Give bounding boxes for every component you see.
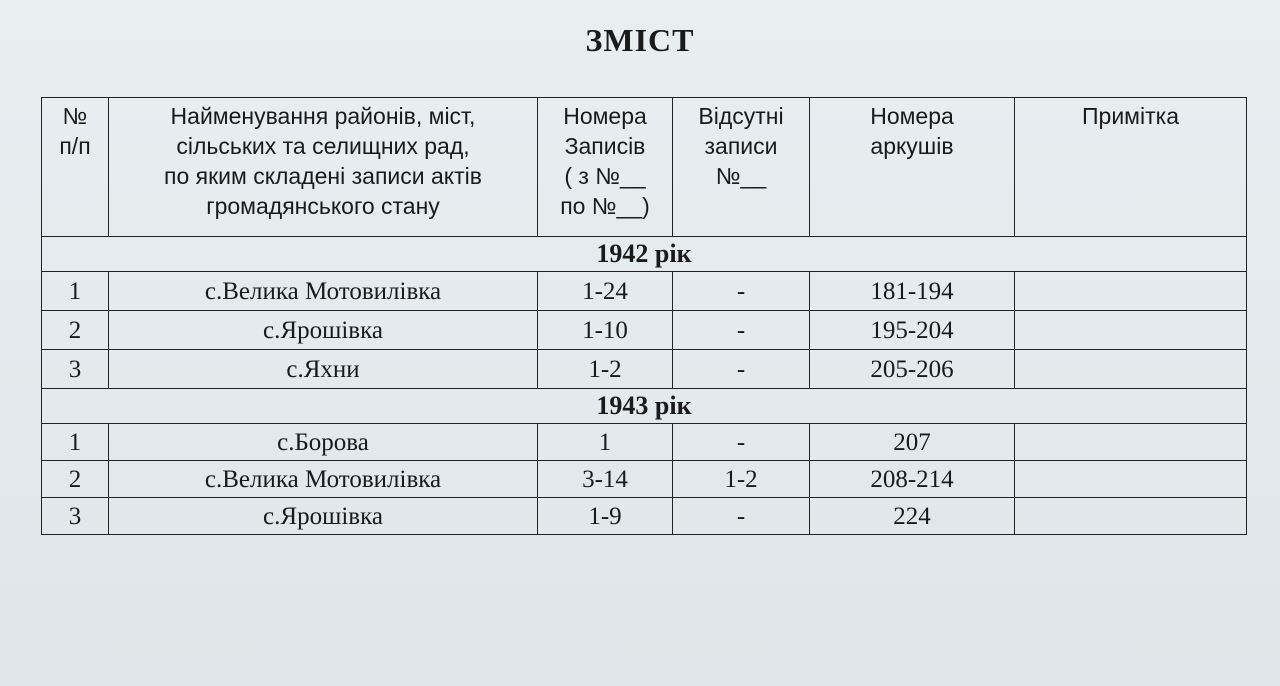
- header-row: [42, 98, 1247, 237]
- cell-num: 3: [42, 350, 109, 389]
- table-row: [42, 424, 1247, 461]
- header-sheets: Номера аркушів: [810, 98, 1015, 237]
- table-row: [42, 350, 1247, 389]
- cell-sheets: 224: [810, 498, 1015, 535]
- cell-num: 2: [42, 461, 109, 498]
- table-row: [42, 498, 1247, 535]
- cell-name: с.Яхни: [109, 350, 538, 389]
- cell-sheets: 195-204: [810, 311, 1015, 350]
- cell-note: [1015, 461, 1247, 498]
- header-missing: Відсутні записи №__: [673, 98, 810, 237]
- cell-missing: -: [673, 272, 810, 311]
- cell-name: с.Ярошівка: [109, 311, 538, 350]
- cell-sheets: 207: [810, 424, 1015, 461]
- cell-missing: -: [673, 350, 810, 389]
- year-row-1942: [42, 237, 1247, 272]
- cell-records: 1-9: [538, 498, 673, 535]
- cell-note: [1015, 311, 1247, 350]
- cell-num: 3: [42, 498, 109, 535]
- cell-sheets: 208-214: [810, 461, 1015, 498]
- table-row: [42, 311, 1247, 350]
- cell-missing: 1-2: [673, 461, 810, 498]
- cell-missing: -: [673, 424, 810, 461]
- cell-num: 2: [42, 311, 109, 350]
- cell-name: с.Велика Мотовилівка: [109, 272, 538, 311]
- cell-num: 1: [42, 272, 109, 311]
- cell-records: 1-2: [538, 350, 673, 389]
- header-records: Номера Записів ( з №__ по №__): [538, 98, 673, 237]
- cell-records: 1: [538, 424, 673, 461]
- year-label: 1943 рік: [42, 389, 1247, 424]
- cell-note: [1015, 350, 1247, 389]
- cell-records: 1-24: [538, 272, 673, 311]
- cell-sheets: 205-206: [810, 350, 1015, 389]
- cell-name: с.Велика Мотовилівка: [109, 461, 538, 498]
- cell-missing: -: [673, 311, 810, 350]
- cell-name: с.Ярошівка: [109, 498, 538, 535]
- cell-note: [1015, 498, 1247, 535]
- table-row: [42, 272, 1247, 311]
- cell-missing: -: [673, 498, 810, 535]
- year-row-1943: [42, 389, 1247, 424]
- cell-note: [1015, 272, 1247, 311]
- header-name: Найменування районів, міст, сільських та селищних рад, по яким складені записи актів громадянського стану: [109, 98, 538, 237]
- cell-sheets: 181-194: [810, 272, 1015, 311]
- header-num: № п/п: [42, 98, 109, 237]
- year-label: 1942 рік: [42, 237, 1247, 272]
- table-row: [42, 461, 1247, 498]
- header-note: Примітка: [1015, 98, 1247, 237]
- cell-records: 1-10: [538, 311, 673, 350]
- contents-table: [41, 97, 1247, 535]
- cell-records: 3-14: [538, 461, 673, 498]
- cell-name: с.Борова: [109, 424, 538, 461]
- cell-note: [1015, 424, 1247, 461]
- cell-num: 1: [42, 424, 109, 461]
- document-title: ЗМІСТ: [585, 22, 695, 58]
